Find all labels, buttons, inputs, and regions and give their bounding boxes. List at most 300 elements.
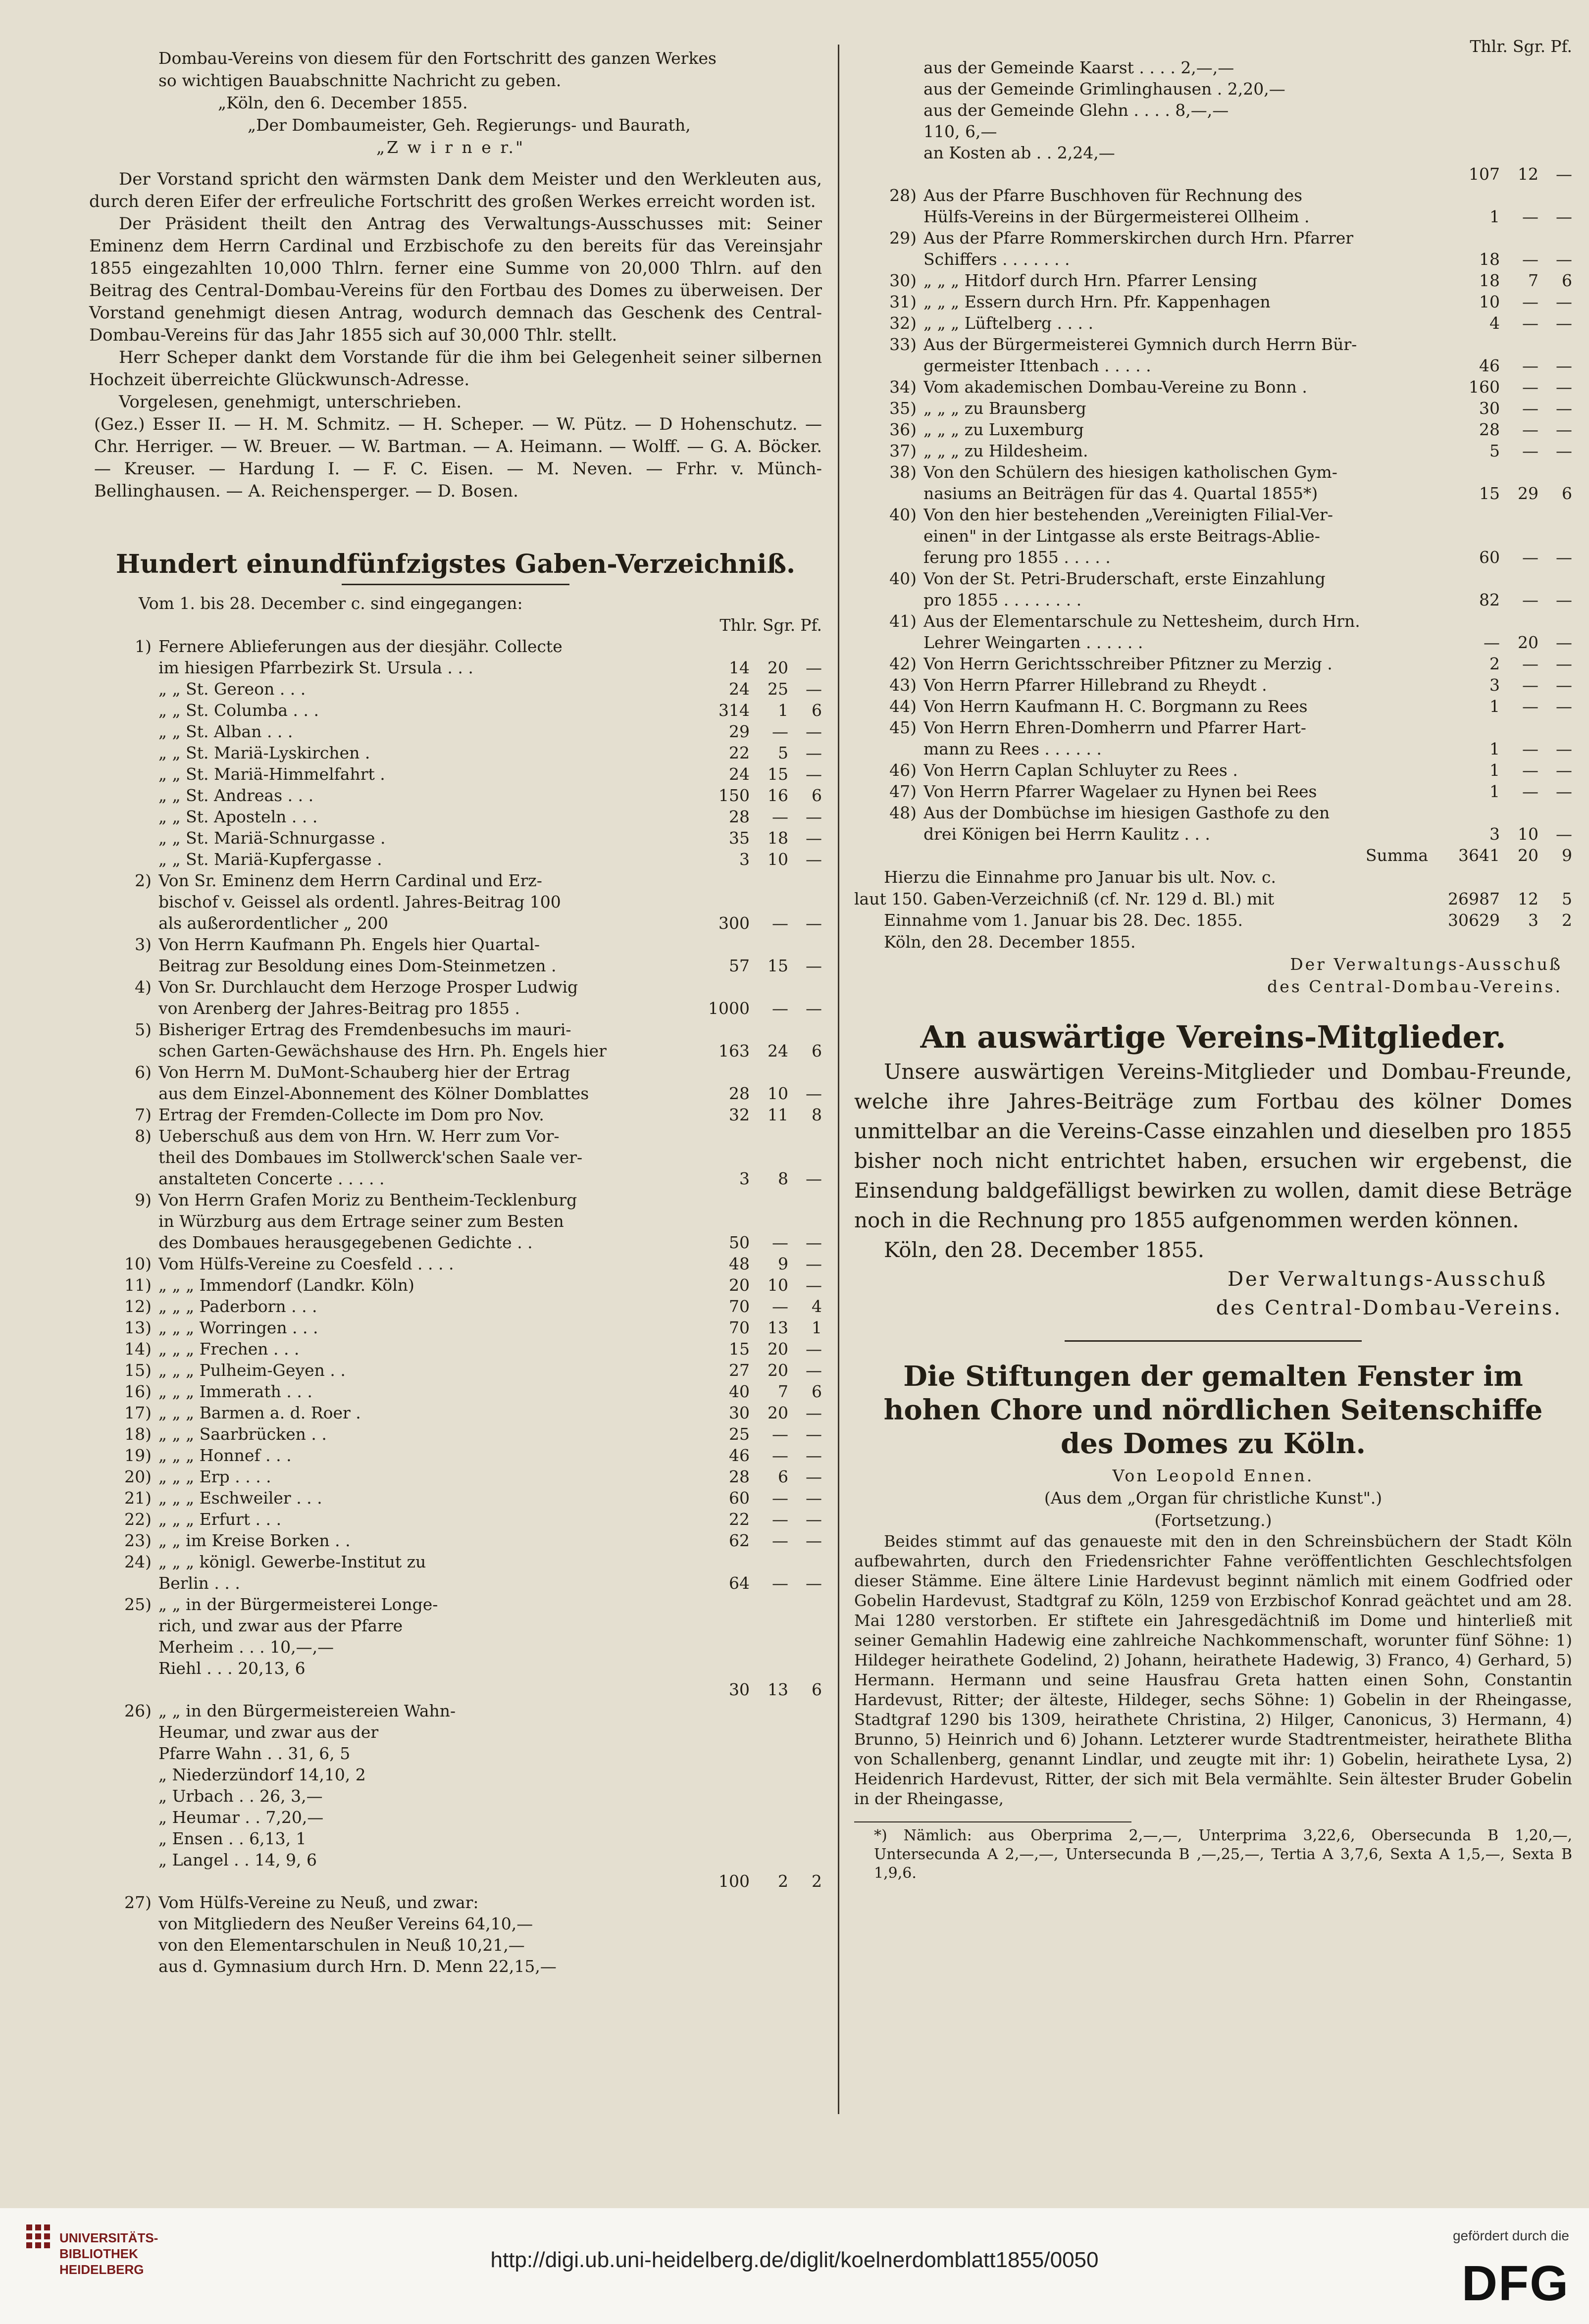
entry-number: 13): [124, 1318, 152, 1337]
donation-row: [854, 653, 1572, 674]
entry-number: 36): [889, 420, 917, 439]
entry-number: 10): [124, 1254, 152, 1273]
entry-number: 15): [124, 1361, 152, 1380]
entry-sgr: 10: [1518, 824, 1538, 844]
entry-description: Vom Hülfs-Vereine zu Neuß, und zwar:: [158, 1893, 479, 1912]
entry-description: „ „ im Kreise Borken . .: [158, 1531, 351, 1550]
entry-sgr: 10: [768, 850, 788, 869]
entry-description: bischof v. Geissel als ordentl. Jahres-Beitrag 100: [158, 892, 561, 911]
donation-row: [854, 461, 1572, 483]
source-url-link[interactable]: http://digi.ub.uni-heidelberg.de/diglit/koelnerdomblatt1855/0050: [490, 2248, 1099, 2272]
entry-description: des Dombaues herausgegebenen Gedichte . .: [158, 1233, 533, 1252]
library-footer: [0, 2208, 1589, 2324]
entry-description: „ „ „ Frechen . . .: [158, 1339, 300, 1359]
donation-table-left: [89, 636, 822, 1977]
entry-description: 110, 6,—: [923, 122, 997, 141]
summa-label: Summa: [1365, 846, 1428, 865]
donation-row: [89, 1253, 822, 1274]
entry-description: aus der Gemeinde Grimlinghausen . 2,20,—: [923, 79, 1285, 99]
donation-row: [89, 1466, 822, 1487]
entry-thlr: 30: [1479, 399, 1500, 418]
donation-row: [854, 121, 1572, 142]
entry-thlr: 314: [718, 701, 750, 720]
entry-thlr: 18: [1479, 250, 1500, 269]
entry-description: „ Ensen . . 6,13, 1: [158, 1829, 307, 1848]
entry-description: Heumar, und zwar aus der: [158, 1722, 379, 1742]
entry-thlr: 14: [729, 658, 750, 677]
entry-sgr: —: [1522, 356, 1538, 375]
donation-row: [89, 1445, 822, 1466]
entry-description: Lehrer Weingarten . . . . . .: [923, 633, 1143, 652]
entry-description: Von Herrn Gerichtsschreiber Pfitzner zu Merzig .: [923, 654, 1333, 673]
entry-sgr: 12: [1518, 164, 1538, 184]
donation-row: [89, 1104, 822, 1125]
entry-sgr: —: [1522, 441, 1538, 460]
donation-row: [89, 1551, 822, 1572]
donation-row: [89, 1636, 822, 1658]
entry-description: „ „ „ Pulheim-Geyen . .: [158, 1361, 346, 1380]
entry-description: Pfarre Wahn . . 31, 6, 5: [158, 1744, 351, 1763]
entry-pf: —: [806, 1446, 822, 1465]
entry-description: einen" in der Lintgasse als erste Beitrags-Ablie-: [923, 526, 1320, 546]
entry-thlr: 163: [718, 1041, 750, 1061]
entry-pf: —: [1556, 250, 1572, 269]
entry-number: 12): [124, 1297, 152, 1316]
section-rule: [1065, 1340, 1362, 1342]
mitglieder-title: An auswärtige Vereins-Mitglieder.: [920, 1019, 1506, 1055]
koeln-date: Köln, den 28. December 1855.: [884, 932, 1136, 952]
entry-thlr: 3: [739, 850, 750, 869]
donation-row: [89, 1125, 822, 1147]
entry-sgr: 20: [768, 658, 788, 677]
entry-sgr: 7: [1528, 271, 1538, 290]
entry-thlr: 46: [1479, 356, 1500, 375]
entry-description: Berlin . . .: [158, 1573, 240, 1593]
paragraph: Vorgelesen, genehmigt, unterschrieben.: [119, 392, 462, 412]
entry-description: „ „ St. Gereon . . .: [158, 679, 306, 699]
mitglieder-sig: Der Verwaltungs-Ausschuß: [1227, 1268, 1547, 1291]
header-thlr: Thlr.: [719, 615, 758, 635]
entry-description: Von Sr. Durchlaucht dem Herzoge Prosper Ludwig: [158, 977, 578, 997]
entry-pf: 1: [812, 1318, 822, 1337]
entry-thlr: 1: [1489, 760, 1500, 780]
header-thlr: Thlr.: [1470, 37, 1508, 56]
entry-thlr: 1: [1489, 782, 1500, 801]
donation-row: [854, 589, 1572, 610]
entry-sgr: 20: [1518, 633, 1538, 652]
entry-description: von Mitgliedern des Neußer Vereins 64,10,—: [158, 1914, 533, 1933]
donation-row: [89, 636, 822, 657]
entry-sgr: —: [772, 913, 788, 933]
donation-row: [89, 1828, 822, 1849]
donation-row: [854, 568, 1572, 589]
entry-number: 14): [124, 1339, 152, 1359]
entry-sgr: 5: [778, 743, 788, 762]
entry-number: 3): [135, 935, 152, 954]
hierzu-thlr: 26987: [1448, 889, 1500, 909]
entry-description: Von den hier bestehenden „Vereinigten Filial-Ver-: [923, 505, 1333, 524]
mitglieder-text: Unsere auswärtigen Vereins-Mitglieder und Dombau-Freunde, welche ihre Jahres-Beiträge zum Fortbau des kölner Domes unmittelbar an die Vereins-Casse einzahlen und dieselben pro 1855 bisher noch nicht entrichtet haben, ersuchen wir ergebenst, die Einsendung baldgefälligst bewirken zu wollen, damit diese Beträge noch in die Rechnung pro 1855 aufgenommen werden können.: [854, 1060, 1572, 1232]
entry-pf: 6: [812, 1382, 822, 1401]
donation-row: [89, 1381, 822, 1402]
entry-description: „ „ „ zu Braunsberg: [923, 399, 1086, 418]
entry-number: 37): [889, 441, 917, 460]
entry-description: „ „ „ Worringen . . .: [158, 1318, 318, 1337]
entry-pf: —: [806, 658, 822, 677]
donation-row: [89, 1700, 822, 1721]
entry-description: „ „ St. Columba . . .: [158, 701, 319, 720]
entry-sgr: —: [772, 1488, 788, 1508]
entry-description: Aus der Pfarre Rommerskirchen durch Hrn. Pfarrer: [923, 228, 1354, 248]
entry-sgr: —: [772, 1446, 788, 1465]
entry-number: 29): [889, 228, 917, 248]
donation-row: [854, 504, 1572, 525]
entry-number: 27): [124, 1893, 152, 1912]
entry-thlr: 40: [729, 1382, 750, 1401]
entry-description: Aus der Elementarschule zu Nettesheim, durch Hrn.: [923, 611, 1360, 631]
donation-row: [854, 632, 1572, 653]
entry-sgr: —: [772, 1531, 788, 1550]
donation-row: [89, 1083, 822, 1104]
left-column: [89, 0, 822, 1977]
donation-row: [854, 610, 1572, 632]
entry-thlr: 300: [718, 913, 750, 933]
donation-row: [89, 1061, 822, 1083]
entry-number: 41): [889, 611, 917, 631]
summa-pf: 9: [1562, 846, 1572, 865]
intro-line: Dombau-Vereins von diesem für den Fortschritt des ganzen Werkes: [158, 49, 717, 68]
entry-pf: —: [1556, 399, 1572, 418]
donation-row: [89, 1849, 822, 1870]
entry-pf: —: [806, 1169, 822, 1188]
entry-description: Von Herrn Kaufmann Ph. Engels hier Quartal-: [158, 935, 540, 954]
entry-thlr: 57: [729, 956, 750, 975]
paragraph: Herr Scheper dankt dem Vorstande für die ihm bei Gelegenheit seiner silbernen Hochzeit überreichte Glückwunsch-Adresse.: [89, 348, 822, 390]
entry-thlr: 28: [1479, 420, 1500, 439]
entry-number: 45): [889, 718, 917, 737]
dfg-logo: DFG: [1461, 2256, 1569, 2311]
entry-pf: —: [1556, 207, 1572, 226]
entry-number: 30): [889, 271, 917, 290]
donation-row: [89, 1360, 822, 1381]
entry-thlr: 2: [1489, 654, 1500, 673]
donation-row: [89, 1019, 822, 1040]
entry-pf: —: [1556, 590, 1572, 609]
donation-row: [854, 823, 1572, 845]
entry-description: „ „ „ zu Luxemburg: [923, 420, 1084, 439]
entry-number: 43): [889, 675, 917, 695]
entry-description: „ Heumar . . 7,20,—: [158, 1808, 324, 1827]
entry-sgr: 7: [778, 1382, 788, 1401]
donation-row: [89, 1658, 822, 1679]
entry-description: anstalteten Concerte . . . . .: [158, 1169, 385, 1188]
paragraph: Der Präsident theilt den Antrag des Verwaltungs-Ausschusses mit: Seiner Eminenz dem Herrn Cardinal und Erzbischofe zu den bereits für das Vereinsjahr 1855 eingezahlten 10,000 Thlrn. ferner eine Summe von 20,000 Thlrn. auf den Beitrag des Central-Dombau-Vereins für den Fortbau des Domes zu überweisen. Der Vorstand genehmigt diesen Antrag, wodurch demnach das Geschenk des Central-Dombau-Vereins für das Jahr 1855 sich auf 30,000 Thlr. stellt.: [89, 214, 822, 345]
entry-description: in Würzburg aus dem Ertrage seiner zum Besten: [158, 1212, 564, 1231]
entry-description: aus der Gemeinde Kaarst . . . . 2,—,—: [923, 58, 1234, 77]
donation-row: [854, 206, 1572, 227]
donation-row: [89, 1317, 822, 1338]
entry-number: 4): [135, 977, 152, 997]
entry-thlr: 70: [729, 1297, 750, 1316]
donation-row: [89, 870, 822, 891]
entry-number: 24): [124, 1552, 152, 1571]
entry-thlr: 24: [729, 764, 750, 784]
entry-thlr: 1: [1489, 697, 1500, 716]
entry-sgr: 8: [778, 1169, 788, 1188]
entry-description: drei Königen bei Herrn Kaulitz . . .: [923, 824, 1210, 844]
donation-row: [89, 1189, 822, 1211]
entry-number: 19): [124, 1446, 152, 1465]
entry-sgr: 9: [778, 1254, 788, 1273]
entry-thlr: 50: [729, 1233, 750, 1252]
hierzu-sgr: 12: [1518, 889, 1538, 909]
entry-description: „ „ „ zu Hildesheim.: [923, 441, 1088, 460]
entry-pf: —: [1556, 675, 1572, 695]
donation-row: [89, 1274, 822, 1296]
donation-table-right: [854, 57, 1572, 845]
donation-row: [854, 440, 1572, 461]
donation-row: [89, 1594, 822, 1615]
donation-row: [89, 1338, 822, 1360]
donation-row: [854, 185, 1572, 206]
entry-description: im hiesigen Pfarrbezirk St. Ursula . . .: [158, 658, 473, 677]
entry-thlr: 4: [1489, 313, 1500, 333]
entry-sgr: 10: [768, 1275, 788, 1295]
donation-row: [89, 1913, 822, 1934]
donation-row: [854, 759, 1572, 781]
entry-thlr: 60: [729, 1488, 750, 1508]
donation-row: [854, 227, 1572, 249]
donation-row: [89, 1487, 822, 1509]
donation-row: [89, 1423, 822, 1445]
entry-description: „ „ „ Barmen a. d. Roer .: [158, 1403, 361, 1422]
entry-thlr: 1: [1489, 207, 1500, 226]
entry-description: Aus der Pfarre Buschhoven für Rechnung des: [923, 186, 1303, 205]
entry-number: 6): [135, 1062, 152, 1082]
entry-sgr: —: [1522, 399, 1538, 418]
entry-number: 20): [124, 1467, 152, 1486]
donation-row: [854, 334, 1572, 355]
entry-pf: —: [806, 850, 822, 869]
entry-number: 23): [124, 1531, 152, 1550]
entry-thlr: 64: [729, 1573, 750, 1593]
entry-description: „ „ St. Andreas . . .: [158, 786, 314, 805]
title-rule: [342, 584, 569, 585]
entry-thlr: 150: [718, 786, 750, 805]
donation-row: [89, 678, 822, 700]
entry-description: „ Langel . . 14, 9, 6: [158, 1850, 317, 1869]
entry-sgr: —: [1522, 548, 1538, 567]
entry-sgr: —: [772, 807, 788, 826]
entry-pf: 6: [812, 701, 822, 720]
entry-description: „ „ St. Mariä-Kupfergasse .: [158, 850, 382, 869]
header-pf: Pf.: [800, 615, 822, 635]
entry-number: 25): [124, 1595, 152, 1614]
entry-number: 28): [889, 186, 917, 205]
mitglieder-sig: des Central-Dombau-Vereins.: [1216, 1297, 1562, 1319]
donation-row: [854, 291, 1572, 312]
entry-number: 40): [889, 569, 917, 588]
entry-description: „ „ in den Bürgermeistereien Wahn-: [158, 1701, 456, 1720]
entry-thlr: 22: [729, 1510, 750, 1529]
entry-description: „ „ „ Paderborn . . .: [158, 1297, 317, 1316]
entry-thlr: 25: [729, 1424, 750, 1444]
entry-description: „ „ St. Aposteln . . .: [158, 807, 318, 826]
entry-number: 44): [889, 697, 917, 716]
signature-line: Der Verwaltungs-Ausschuß: [1290, 955, 1562, 974]
entry-pf: —: [1556, 654, 1572, 673]
entry-sgr: 1: [778, 701, 788, 720]
entry-pf: —: [1556, 313, 1572, 333]
entry-description: Ertrag der Fremden-Collecte im Dom pro Nov.: [158, 1105, 544, 1124]
entry-pf: —: [1556, 782, 1572, 801]
entry-number: 21): [124, 1488, 152, 1508]
entry-number: 38): [889, 462, 917, 482]
entry-description: von Arenberg der Jahres-Beitrag pro 1855 .: [158, 999, 520, 1018]
donation-row: [89, 1040, 822, 1061]
stiftungen-title: Die Stiftungen der gemalten Fenster im hohen Chore und nördlichen Seitenschiffe des Domes zu Köln.: [883, 1360, 1543, 1460]
donation-row: [89, 1721, 822, 1743]
entry-sgr: —: [1522, 760, 1538, 780]
entry-pf: 6: [1562, 484, 1572, 503]
entry-sgr: —: [1522, 377, 1538, 397]
donation-row: [89, 1679, 822, 1700]
donation-row: [854, 674, 1572, 696]
entry-pf: —: [1556, 633, 1572, 652]
entry-pf: —: [1556, 356, 1572, 375]
entry-pf: 8: [812, 1105, 822, 1124]
stiftungen-continued: (Fortsetzung.): [1154, 1511, 1272, 1530]
donation-row: [89, 1402, 822, 1423]
entry-description: „ „ in der Bürgermeisterei Longe-: [158, 1595, 438, 1614]
entry-pf: —: [806, 999, 822, 1018]
donation-row: [854, 696, 1572, 717]
entry-description: „ Urbach . . 26, 3,—: [158, 1786, 323, 1806]
donation-row: [89, 827, 822, 849]
entry-thlr: 27: [729, 1361, 750, 1380]
entry-thlr: 100: [718, 1871, 750, 1891]
entry-description: rich, und zwar aus der Pfarre: [158, 1616, 403, 1635]
entry-sgr: 18: [768, 828, 788, 848]
donation-row: [854, 100, 1572, 121]
entry-pf: —: [806, 722, 822, 741]
entry-description: Von Herrn Caplan Schluyter zu Rees .: [923, 760, 1238, 780]
donation-row: [89, 700, 822, 721]
donation-row: [854, 312, 1572, 334]
entry-pf: —: [806, 1531, 822, 1550]
entry-number: 1): [135, 637, 152, 656]
footnote-rule: [854, 1821, 1131, 1822]
entry-sgr: —: [1522, 654, 1538, 673]
entry-number: 48): [889, 803, 917, 822]
entry-pf: —: [806, 1084, 822, 1103]
entry-number: 11): [124, 1275, 152, 1295]
donation-row: [854, 355, 1572, 376]
entry-sgr: —: [772, 999, 788, 1018]
entry-number: 8): [135, 1126, 152, 1146]
entry-number: 5): [135, 1020, 152, 1039]
entry-thlr: 35: [729, 828, 750, 848]
entry-description: Beitrag zur Besoldung eines Dom-Steinmetzen .: [158, 956, 557, 975]
einnahme-pf: 2: [1562, 910, 1572, 930]
entry-pf: —: [806, 1233, 822, 1252]
hierzu-row: [854, 888, 1572, 909]
entry-pf: —: [1556, 697, 1572, 716]
entry-sgr: —: [1522, 697, 1538, 716]
entry-pf: —: [806, 1403, 822, 1422]
entry-description: germeister Ittenbach . . . . .: [923, 356, 1151, 375]
entry-sgr: 25: [768, 679, 788, 699]
entry-sgr: —: [1522, 739, 1538, 758]
entry-description: „ „ „ Honnef . . .: [158, 1446, 292, 1465]
entry-description: Von Sr. Eminenz dem Herrn Cardinal und Erz-: [158, 871, 542, 890]
entry-description: Ueberschuß aus dem von Hrn. W. Herr zum Vor-: [158, 1126, 560, 1146]
donation-row: [89, 806, 822, 827]
entry-description: nasiums an Beiträgen für das 4. Quartal 1855*): [923, 484, 1318, 503]
entry-pf: —: [806, 1488, 822, 1508]
entry-description: als außerordentlicher „ 200: [158, 913, 388, 933]
entry-pf: —: [1556, 441, 1572, 460]
gaben-subtitle: Vom 1. bis 28. December c. sind eingegangen:: [139, 594, 523, 613]
entry-sgr: 13: [768, 1680, 788, 1699]
entry-pf: —: [1556, 760, 1572, 780]
entry-sgr: 29: [1518, 484, 1538, 503]
entry-sgr: —: [1522, 292, 1538, 311]
donation-row: [89, 1764, 822, 1785]
entry-description: mann zu Rees . . . . . .: [923, 739, 1102, 758]
entry-number: 33): [889, 335, 917, 354]
entry-sgr: 16: [768, 786, 788, 805]
donation-row: [854, 483, 1572, 504]
entry-description: Aus der Bürgermeisterei Gymnich durch Herrn Bür-: [923, 335, 1357, 354]
entry-thlr: 10: [1479, 292, 1500, 311]
entry-description: Von Herrn Ehren-Domherrn und Pfarrer Hart-: [923, 718, 1306, 737]
entry-thlr: 30: [729, 1403, 750, 1422]
entry-thlr: 24: [729, 679, 750, 699]
entry-pf: —: [806, 913, 822, 933]
entry-pf: 6: [812, 1680, 822, 1699]
entry-description: Von Herrn Grafen Moriz zu Bentheim-Tecklenburg: [158, 1190, 577, 1210]
entry-sgr: —: [1522, 675, 1538, 695]
entry-number: 22): [124, 1510, 152, 1529]
entry-description: „ „ „ Saarbrücken . .: [158, 1424, 327, 1444]
entry-sgr: —: [1522, 782, 1538, 801]
entry-description: Aus der Dombüchse im hiesigen Gasthofe zu den: [923, 803, 1330, 822]
funding-note: gefördert durch die: [1452, 2228, 1569, 2243]
donation-row: [854, 142, 1572, 163]
stiftungen-author: Von Leopold Ennen.: [1112, 1466, 1314, 1485]
column-headers: [854, 36, 1572, 57]
entry-sgr: 15: [768, 956, 788, 975]
entry-pf: —: [1556, 739, 1572, 758]
donation-row: [89, 1892, 822, 1913]
entry-thlr: 3: [1489, 675, 1500, 695]
donation-row: [89, 1956, 822, 1977]
footnote: *) Nämlich: aus Oberprima 2,—,—, Unterprima 3,22,6, Obersecunda B 1,20,—, Untersecunda A 2,—,—, Untersecunda B ,—,25,—, Tertia A 3,7,6, Sexta A 1,5,—, Sexta B 1,9,6.: [874, 1827, 1572, 1882]
donation-row: [89, 657, 822, 678]
entry-thlr: 1: [1489, 739, 1500, 758]
entry-description: „ „ St. Mariä-Schnurgasse .: [158, 828, 386, 848]
entry-thlr: 3: [739, 1169, 750, 1188]
donation-row: [89, 1572, 822, 1594]
entry-thlr: 28: [729, 807, 750, 826]
entry-number: 17): [124, 1403, 152, 1422]
donation-row: [89, 1530, 822, 1551]
entry-number: 9): [135, 1190, 152, 1210]
entry-sgr: —: [772, 1573, 788, 1593]
donation-row: [89, 1870, 822, 1892]
entry-description: „ „ „ königl. Gewerbe-Institut zu: [158, 1552, 426, 1571]
